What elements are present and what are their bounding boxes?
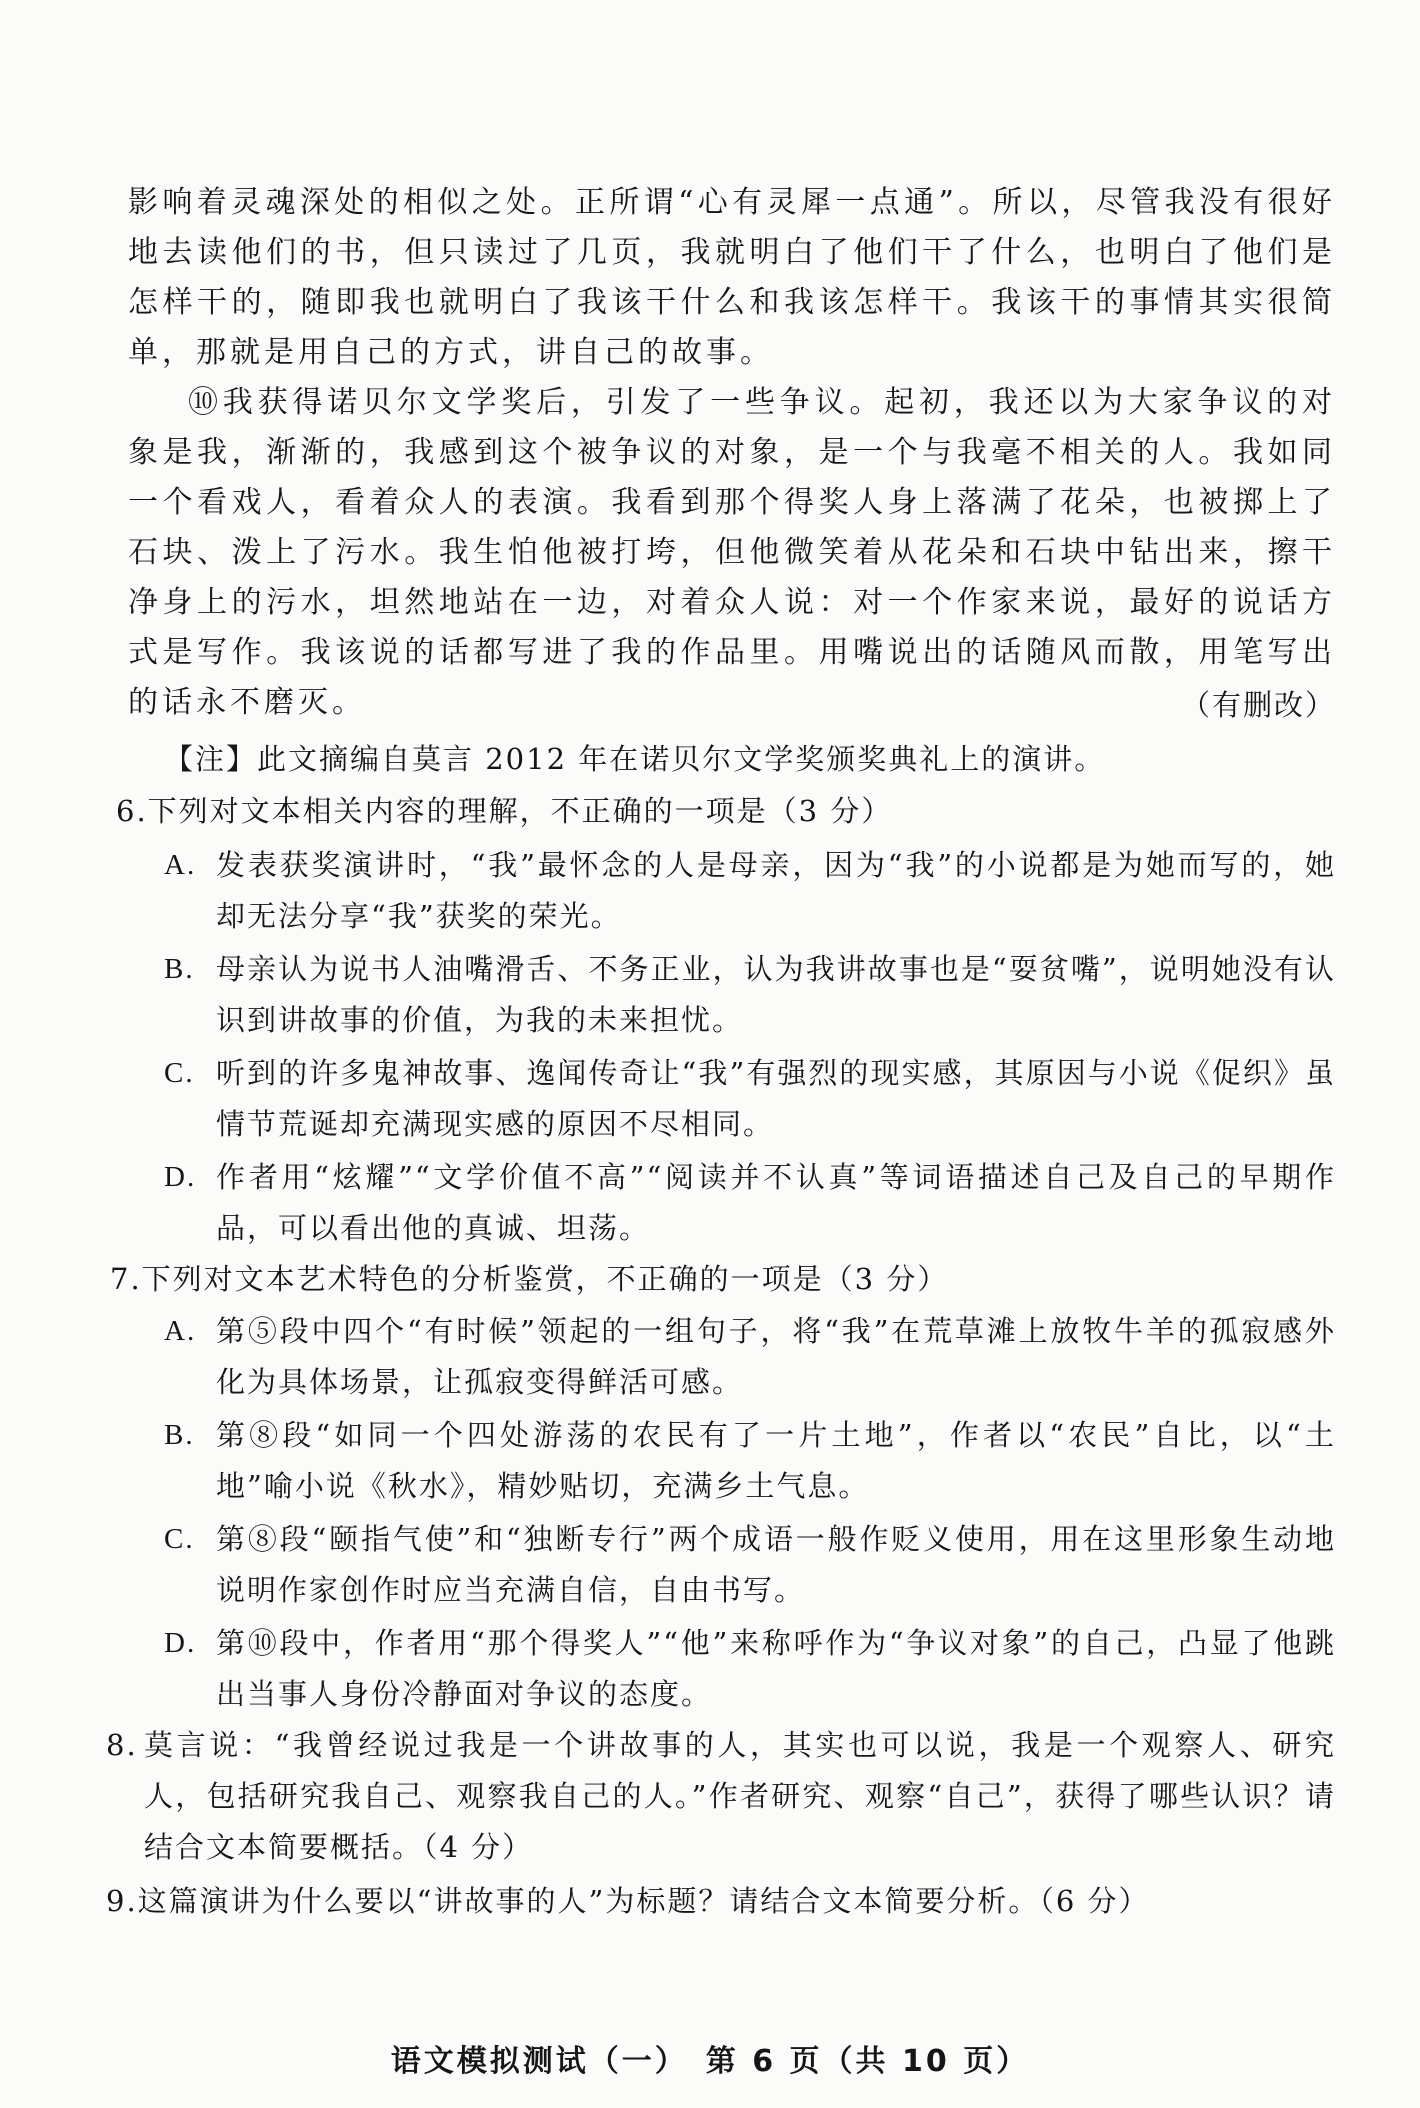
option-letter: C. — [164, 1523, 195, 1555]
option-text: 第⑧段“如同一个四处游荡的农民有了一片土地”，作者以“农民”自比，以“土地”喻小说《秋水》，精妙贴切，充满乡土气息。 — [216, 1418, 1336, 1503]
question-7-option-c — [164, 1514, 1336, 1616]
option-letter: C. — [164, 1057, 195, 1089]
option-letter: D. — [164, 1627, 197, 1659]
option-text: 母亲认为说书人油嘴滑舌、不务正业，认为我讲故事也是“耍贫嘴”，说明她没有认识到讲故事的价值，为我的未来担忧。 — [216, 952, 1336, 1037]
option-letter: B. — [164, 953, 195, 985]
option-text: 作者用“炫耀”“文学价值不高”“阅读并不认真”等词语描述自己及自己的早期作品，可以看出他的真诚、坦荡。 — [216, 1160, 1336, 1245]
question-number: 6. — [116, 794, 148, 828]
page-footer: 语文模拟测试（一） 第 6 页（共 10 页） — [390, 2044, 1030, 2079]
option-text: 第⑧段“颐指气使”和“独断专行”两个成语一般作贬义使用，用在这里形象生动地说明作家创作时应当充满自信，自由书写。 — [216, 1522, 1336, 1607]
option-text: 发表获奖演讲时，“我”最怀念的人是母亲，因为“我”的小说都是为她而写的，她却无法分享“我”获奖的荣光。 — [216, 848, 1336, 933]
question-stem: 下列对文本相关内容的理解，不正确的一项是（3 分） — [147, 794, 893, 828]
question-6 — [116, 786, 1346, 837]
passage-annotation — [128, 734, 1336, 784]
question-number: 9. — [106, 1884, 138, 1918]
question-6-option-c — [164, 1048, 1336, 1150]
passage-paragraph-10 — [128, 378, 1336, 728]
question-7 — [110, 1254, 1346, 1305]
source-note: （有删改） — [1180, 688, 1336, 722]
option-letter: A. — [164, 849, 197, 881]
option-letter: A. — [164, 1315, 197, 1347]
passage-text: ⑩我获得诺贝尔文学奖后，引发了一些争议。起初，我还以为大家争议的对象是我，渐渐的，我感到这个被争议的对象，是一个与我毫不相关的人。我如同一个看戏人，看着众人的表演。我看到那个得奖人身上落满了花朵，也被掷上了石块、泼上了污水。我生怕他被打垮，但他微笑着从花朵和石块中钻出来，擦干净身上的污水，坦然地站在一边，对着众人说：对一个作家来说，最好的说话方式是写作。我该说的话都写进了我的作品里。用嘴说出的话随风而散，用笔写出的话永不磨灭。 — [128, 385, 1336, 720]
question-7-option-d — [164, 1618, 1336, 1720]
question-7-option-b — [164, 1410, 1336, 1512]
annotation-note: 【注】此文摘编自莫言 2012 年在诺贝尔文学奖颁奖典礼上的演讲。 — [164, 742, 1106, 776]
option-letter: B. — [164, 1419, 195, 1451]
question-stem: 莫言说：“我曾经说过我是一个讲故事的人，其实也可以说，我是一个观察人、研究人，包括研究我自己、观察我自己的人。”作者研究、观察“自己”，获得了哪些认识？请结合文本简要概括。（4 分） — [144, 1728, 1336, 1864]
question-number: 7. — [110, 1262, 142, 1296]
option-text: 第⑩段中，作者用“那个得奖人”“他”来称呼作为“争议对象”的自己，凸显了他跳出当事人身份冷静面对争议的态度。 — [216, 1626, 1336, 1711]
passage-source — [128, 680, 1336, 730]
question-6-option-b — [164, 944, 1336, 1046]
question-7-option-a — [164, 1306, 1336, 1408]
question-number: 8. — [106, 1728, 138, 1762]
question-stem: 下列对文本艺术特色的分析鉴赏，不正确的一项是（3 分） — [141, 1262, 949, 1296]
option-text: 第⑤段中四个“有时候”领起的一组句子，将“我”在荒草滩上放牧牛羊的孤寂感外化为具体场景，让孤寂变得鲜活可感。 — [216, 1314, 1336, 1399]
passage-paragraph-9 — [128, 178, 1336, 378]
question-6-option-d — [164, 1152, 1336, 1254]
question-8 — [106, 1720, 1336, 1873]
question-6-option-a — [164, 840, 1336, 942]
option-text: 听到的许多鬼神故事、逸闻传奇让“我”有强烈的现实感，其原因与小说《促织》虽情节荒诞却充满现实感的原因不尽相同。 — [216, 1056, 1336, 1141]
passage-text: 影响着灵魂深处的相似之处。正所谓“心有灵犀一点通”。所以，尽管我没有很好地去读他们的书，但只读过了几页，我就明白了他们干了什么，也明白了他们是怎样干的，随即我也就明白了我该干什么和我该怎样干。我该干的事情其实很简单，那就是用自己的方式，讲自己的故事。 — [128, 185, 1336, 370]
question-9 — [106, 1876, 1336, 1927]
option-letter: D. — [164, 1161, 197, 1193]
question-stem: 这篇演讲为什么要以“讲故事的人”为标题？请结合文本简要分析。（6 分） — [137, 1884, 1150, 1918]
